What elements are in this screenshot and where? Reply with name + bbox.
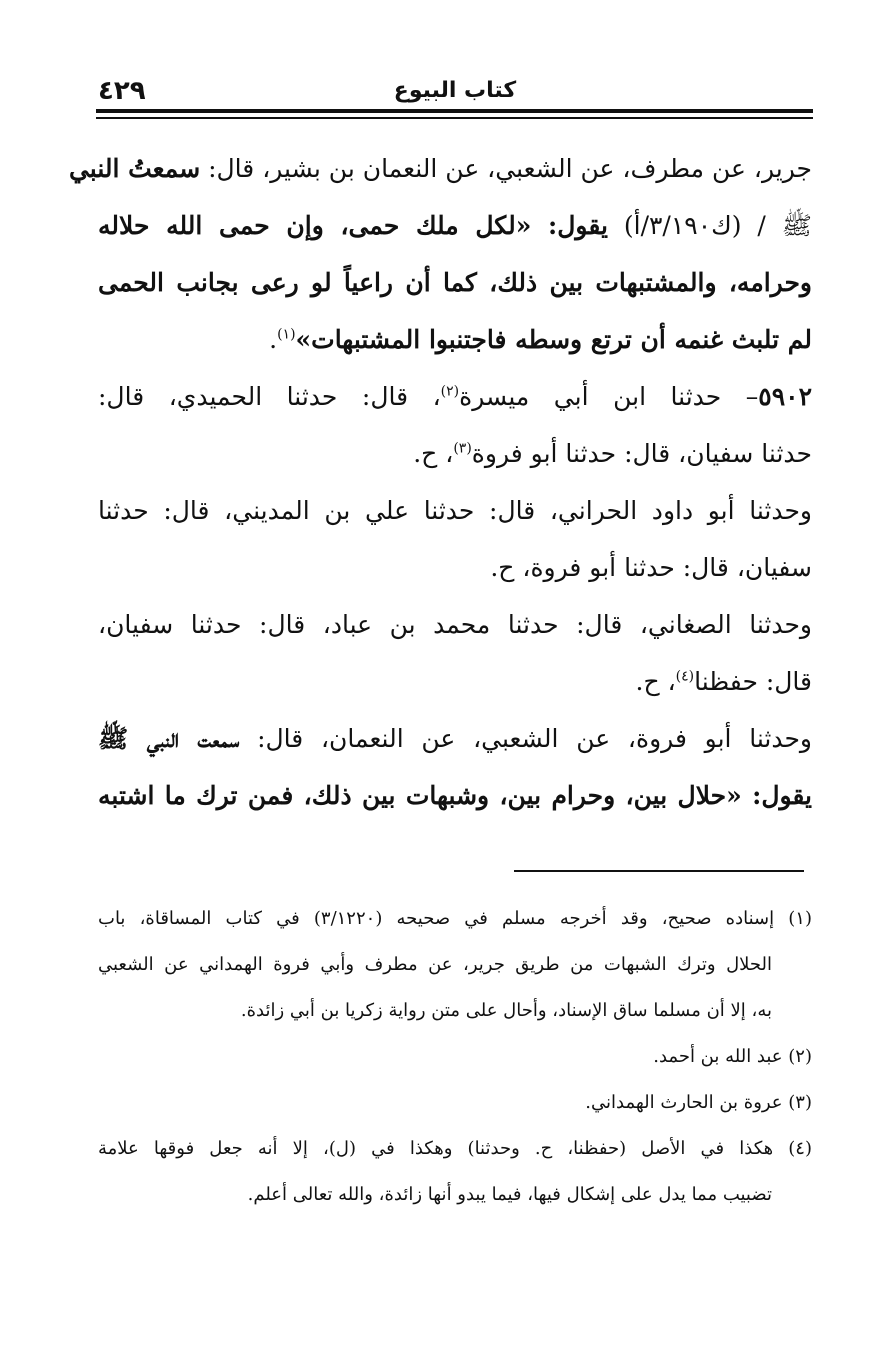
book-title: كتاب البيوع (393, 78, 517, 103)
text-line-2 (98, 197, 812, 254)
hadith-number: ٥٩٠٢ (758, 382, 812, 411)
footnote-4-cont: تضبيب مما يدل على إشكال فيها، فيما يبدو أنها زائدة، والله تعالى أعلم. (247, 1184, 772, 1205)
page-header (98, 72, 812, 112)
text-span: – حدثنا ابن أبي ميسرة (459, 382, 759, 411)
bold-text: لم تلبث غنمه أن ترتع وسطه فاجتنبوا المشتبهات» (295, 325, 812, 354)
text-line-5 (98, 368, 812, 425)
footnote-3: (٣) عروة بن الحارث الهمداني. (585, 1092, 812, 1113)
footnote-separator (514, 870, 804, 872)
text-line-7: وحدثنا أبو داود الحراني، قال: حدثنا علي بن المديني، قال: حدثنا (98, 496, 812, 525)
text-span: حدثنا سفيان، قال: حدثنا أبو فروة (471, 439, 812, 468)
text-line-11 (98, 710, 812, 767)
bold-text: سمعتُ النبي (68, 154, 201, 183)
bold-text: سمعت النبي ﷺ (98, 724, 240, 753)
text-span: وحدثنا أبو فروة، عن الشعبي، عن النعمان، قال: (257, 724, 813, 753)
footnote-1: (١) إسناده صحيح، وقد أخرجه مسلم في صحيحه (٣/١٢٢٠) في كتاب المساقاة، باب (98, 908, 812, 929)
footnote-1-cont: به، إلا أن مسلما ساق الإسناد، وأحال على متن رواية زكريا بن أبي زائدة. (240, 1000, 772, 1021)
text-span: ، ح. (635, 667, 676, 696)
text-line-12: يقول: «حلال بين، وحرام بين، وشبهات بين ذلك، فمن ترك ما اشتبه (98, 781, 812, 810)
page-number: ٤٢٩ (98, 76, 146, 106)
footnote-4: (٤) هكذا في الأصل (حفظنا، ح. وحدثنا) وهكذا في (ل)، إلا أنه جعل فوقها علامة (98, 1138, 812, 1159)
header-rule-thick (96, 109, 813, 113)
text-span: ﷺ / (ك٣/١٩٠/أ) (623, 211, 812, 240)
footnote-ref: (١) (277, 326, 296, 343)
text-line-6 (98, 425, 812, 482)
footnote-ref: (٣) (453, 440, 472, 457)
text-line-9: وحدثنا الصغاني، قال: حدثنا محمد بن عباد، قال: حدثنا سفيان، (98, 610, 812, 639)
footnote-ref: (٤) (675, 668, 695, 685)
text-line-8: سفيان، قال: حدثنا أبو فروة، ح. (490, 553, 812, 582)
bold-text: يقول: «لكل ملك حمى، وإن حمى الله حلاله (98, 211, 608, 240)
text-span: ، قال: حدثنا الحميدي، قال: (98, 382, 441, 411)
text-span: ، ح. (413, 439, 454, 468)
text-line-4 (98, 311, 812, 368)
footnote-ref: (٢) (440, 383, 460, 400)
text-line-3: وحرامه، والمشتبهات بين ذلك، كما أن راعياً لو رعى بجانب الحمى (98, 268, 812, 297)
text-line-1 (68, 140, 812, 197)
footnote-1-cont: الحلال وترك الشبهات من طريق جرير، عن مطرف وأبي فروة الهمداني عن الشعبي (98, 954, 772, 975)
text-span: . (269, 325, 278, 354)
footnotes (98, 896, 812, 1218)
main-text (68, 140, 813, 824)
footnote-2: (٢) عبد الله بن أحمد. (653, 1046, 812, 1067)
text-line-10 (98, 653, 812, 710)
header-rule-thin (96, 117, 813, 119)
text-span: قال: حفظنا (694, 667, 812, 696)
text-span: جرير، عن مطرف، عن الشعبي، عن النعمان بن بشير، قال: (208, 154, 812, 183)
